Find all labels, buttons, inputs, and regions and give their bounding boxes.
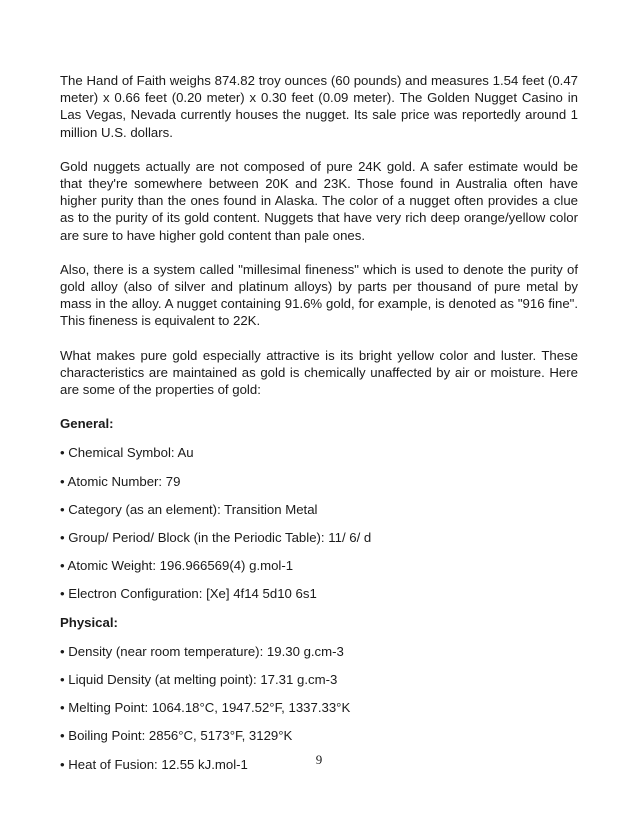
list-item: • Electron Configuration: [Xe] 4f14 5d10 6s1 (60, 586, 317, 602)
paragraph-gold-properties-intro: What makes pure gold especially attractive is its bright yellow color and luster. These characteristics are maintained as gold is chemically unaffected by air or moisture. Here are some of the properties of gold: (60, 347, 578, 398)
list-item: • Atomic Number: 79 (60, 473, 181, 489)
general-heading: General: (60, 416, 114, 432)
list-item: • Group/ Period/ Block (in the Periodic Table): 11/ 6/ d (60, 530, 372, 546)
paragraph-millesimal-fineness: Also, there is a system called "millesimal fineness" which is used to denote the purity of gold alloy (also of silver and platinum alloys) by parts per thousand of pure metal by mass in the alloy. A nugget containing 91.6% gold, for example, is denoted as "916 fine". This fineness is equivalent to 22K. (60, 261, 578, 329)
list-item: • Chemical Symbol: Au (60, 445, 194, 461)
paragraph-nugget-purity: Gold nuggets actually are not composed of pure 24K gold. A safer estimate would be that they're somewhere between 20K and 23K. Those found in Australia often have higher purity than the ones found in Alaska. The color of a nugget often provides a clue as to the purity of its gold content. Nuggets that have very rich deep orange/yellow color are sure to have higher gold content than pale ones. (60, 158, 578, 243)
physical-heading: Physical: (60, 614, 118, 630)
list-item: • Melting Point: 1064.18°C, 1947.52°F, 1337.33°K (60, 700, 351, 716)
list-item: • Heat of Fusion: 12.55 kJ.mol-1 (60, 756, 248, 772)
document-page (60, 72, 578, 784)
physical-section (60, 614, 578, 773)
paragraph-hand-of-faith: The Hand of Faith weighs 874.82 troy ounces (60 pounds) and measures 1.54 feet (0.47 meter) x 0.66 feet (0.20 meter) x 0.30 feet (0.09 meter). The Golden Nugget Casino in Las Vegas, Nevada currently houses the nugget. Its sale price was reportedly around 1 million U.S. dollars. (60, 73, 578, 140)
list-item: • Liquid Density (at melting point): 17.31 g.cm-3 (60, 672, 338, 688)
list-item: • Atomic Weight: 196.966569(4) g.mol-1 (60, 558, 294, 574)
list-item: • Density (near room temperature): 19.30 g.cm-3 (60, 643, 344, 659)
general-section (60, 415, 578, 602)
list-item: • Category (as an element): Transition Metal (60, 501, 318, 517)
list-item: • Boiling Point: 2856°C, 5173°F, 3129°K (60, 728, 293, 744)
page-number: 9 (315, 752, 323, 767)
